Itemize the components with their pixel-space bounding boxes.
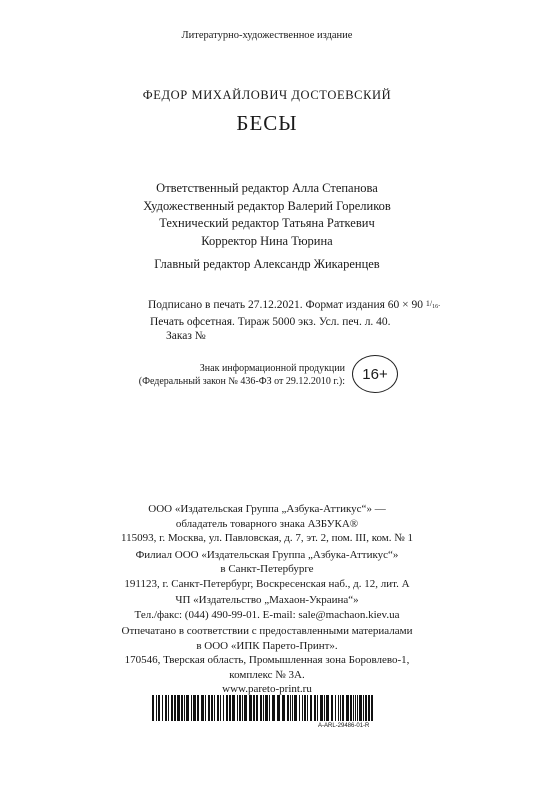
- tech-editor: Технический редактор Татьяна Раткевич: [159, 216, 375, 230]
- age-rating-label-line2: (Федеральный закон № 436-ФЗ от 29.12.2010 г.):: [138, 376, 345, 387]
- branch-line: Филиал ООО «Издательская Группа „Азбука-Аттикус“»: [135, 548, 399, 561]
- printer-line: Отпечатано в соответствии с предоставленными материалами: [121, 625, 413, 637]
- publisher-line: ООО «Издательская Группа „Азбука-Аттикус“» —: [148, 503, 386, 515]
- print-info-order: Заказ №: [166, 330, 206, 342]
- age-rating-badge: 16+: [352, 355, 398, 393]
- format-fraction-numerator: 1: [425, 299, 430, 308]
- ukraine-contacts: Тел./факс: (044) 490-99-01. E-mail: sale@machaon.kiev.ua: [134, 608, 400, 621]
- branch-address: 191123, г. Санкт-Петербург, Воскресенская наб., д. 12, лит. А: [124, 577, 410, 590]
- ukraine-publisher: ЧП «Издательство „Махаон-Украина“»: [175, 594, 359, 606]
- format-fraction: $1/_{16}$.: [425, 299, 441, 310]
- publisher-info: [0, 502, 534, 697]
- print-info-line1: [148, 297, 440, 315]
- print-info-line2: Печать офсетная. Тираж 5000 экз. Усл. печ. л. 40.: [150, 315, 391, 328]
- author-name: ФЕДОР МИХАЙЛОВИЧ ДОСТОЕВСКИЙ: [142, 88, 392, 102]
- branch-line: в Санкт-Петербурге: [220, 563, 314, 575]
- printer-address: комплекс № 3А.: [229, 668, 305, 681]
- age-rating-label-line1: Знак информационной продукции: [199, 363, 345, 374]
- proofreader: Корректор Нина Тюрина: [201, 233, 333, 248]
- printer-address: 170546, Тверская область, Промышленная зона Боровлево-1,: [124, 654, 410, 666]
- genre-label: Литературно-художественное издание: [181, 30, 353, 41]
- barcode-code: A-ARL-29486-01-R: [318, 723, 370, 729]
- editorial-staff: [0, 180, 534, 274]
- format-fraction-denominator: 16: [432, 304, 439, 310]
- publisher-address: 115093, г. Москва, ул. Павловская, д. 7, эт. 2, пом. III, ком. № 1: [120, 532, 413, 544]
- art-editor: Художественный редактор Валерий Гореликов: [143, 198, 391, 213]
- print-signed-format: Подписано в печать 27.12.2021. Формат издания 60 × 90: [148, 299, 423, 311]
- chief-editor: Главный редактор Александр Жикаренцев: [154, 257, 380, 271]
- print-info: [148, 297, 440, 344]
- barcode: [152, 695, 376, 721]
- responsible-editor: Ответственный редактор Алла Степанова: [156, 181, 378, 195]
- printer-line: в ООО «ИПК Парето-Принт».: [196, 639, 338, 652]
- printer-website: www.pareto-print.ru: [222, 683, 312, 695]
- book-title: БЕСЫ: [236, 111, 298, 135]
- age-rating-label: [120, 362, 345, 388]
- publisher-line: обладатель товарного знака АЗБУКА®: [175, 517, 359, 530]
